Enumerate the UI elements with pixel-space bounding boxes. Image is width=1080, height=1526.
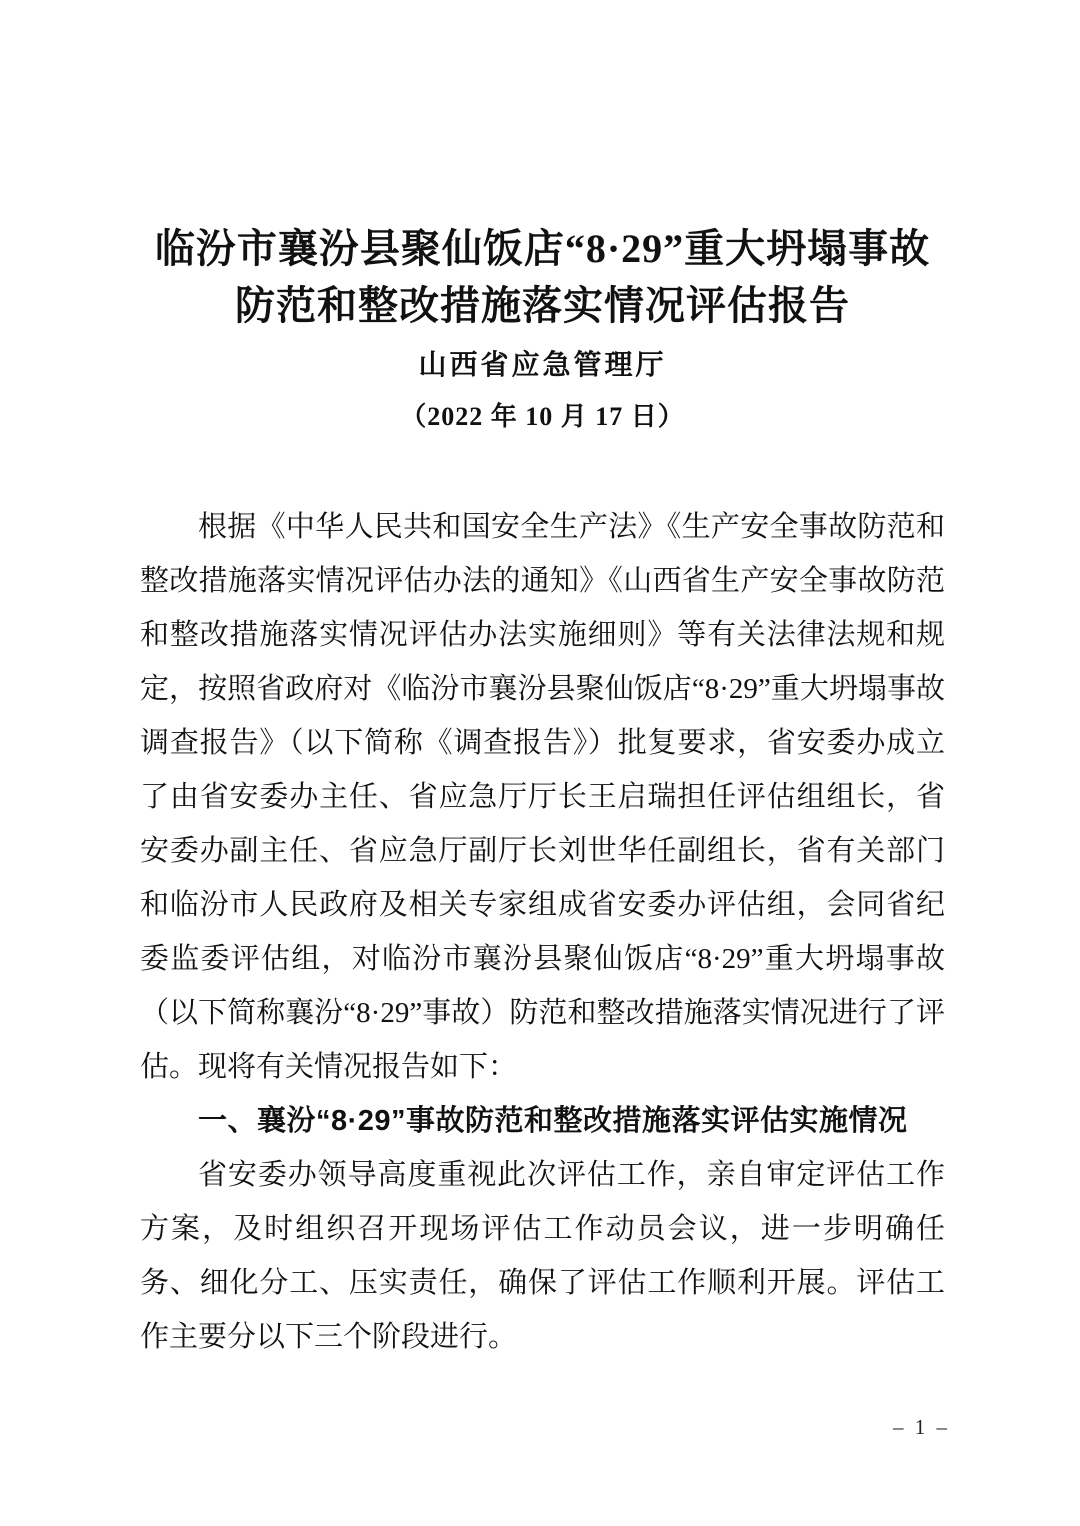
page-number: – 1 –: [893, 1415, 950, 1439]
document-date: （2022 年 10 月 17 日）: [400, 402, 685, 431]
issuing-agency: 山西省应急管理厅: [418, 350, 667, 381]
paragraph-section1: 省安委办领导高度重视此次评估工作，亲自审定评估工作方案，及时组织召开现场评估工作动员会议，进一步明确任务、细化分工、压实责任，确保了评估工作顺利开展。评估工作主要分以下三个阶段进行。: [140, 1159, 945, 1353]
title-line-2: 防范和整改措施落实情况评估报告: [235, 283, 850, 328]
document-body: [140, 500, 945, 1364]
title-line-1: 临汾市襄汾县聚仙饭店“8·29”重大坍塌事故: [154, 226, 931, 271]
document-title: [140, 220, 945, 334]
section-heading-1: 一、襄汾“8·29”事故防范和整改措施落实评估实施情况: [198, 1105, 908, 1137]
paragraph-intro: 根据《中华人民共和国安全生产法》《生产安全事故防范和整改措施落实情况评估办法的通知》《山西省生产安全事故防范和整改措施落实情况评估办法实施细则》等有关法律法规和规定，按照省政府对《临汾市襄汾县聚仙饭店“8·29”重大坍塌事故调查报告》（以下简称《调查报告》）批复要求，省安委办成立了由省安委办主任、省应急厅厅长王启瑞担任评估组组长，省安委办副主任、省应急厅副厅长刘世华任副组长，省有关部门和临汾市人民政府及相关专家组成省安委办评估组，会同省纪委监委评估组，对临汾市襄汾县聚仙饭店“8·29”重大坍塌事故（以下简称襄汾“8·29”事故）防范和整改措施落实情况进行了评估。现将有关情况报告如下：: [140, 511, 945, 1083]
